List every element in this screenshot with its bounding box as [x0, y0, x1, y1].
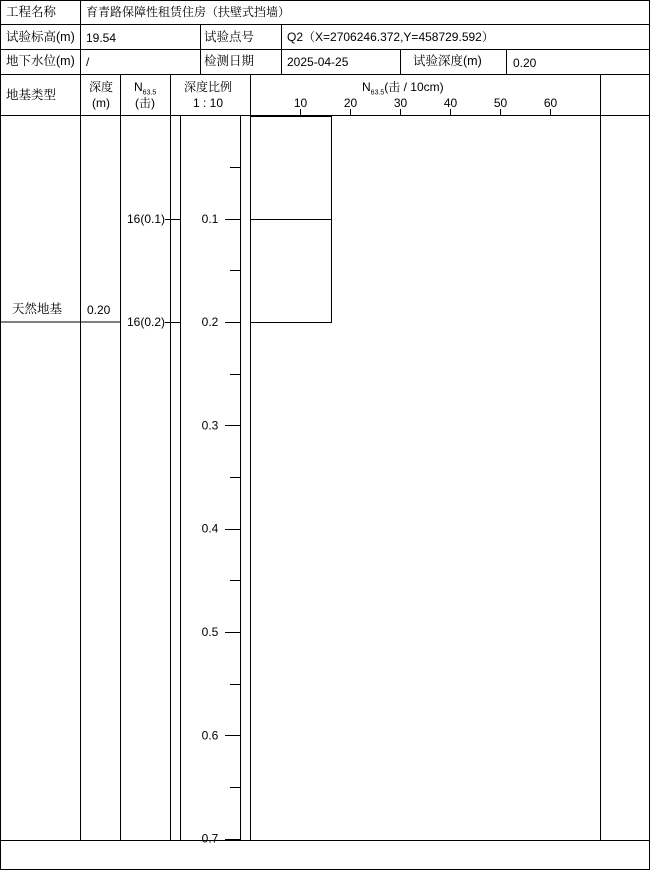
- depth-tick-label: 0.6: [201, 728, 219, 743]
- penetration-bar: [251, 220, 332, 323]
- x-tick-label: 20: [343, 96, 358, 110]
- depth-tick-label: 0.1: [201, 211, 219, 226]
- penetration-bar: [251, 117, 332, 220]
- depth-scale-header: 深度比例: [183, 80, 233, 94]
- depth-tick-label: 0.2: [201, 315, 219, 330]
- test-elevation-value: 19.54: [86, 31, 117, 45]
- project-name-value: 育青路保障性租赁住房（扶壁式挡墙）: [86, 5, 291, 19]
- test-depth-value: 0.20: [513, 56, 537, 70]
- test-depth-label: 试验深度(m): [413, 54, 482, 68]
- test-point-value: Q2（X=2706246.372,Y=458729.592）: [287, 30, 494, 44]
- n-subscript: 63.5: [142, 89, 157, 97]
- layer-bottom-depth: 0.20: [87, 303, 111, 317]
- x-tick-label: 30: [393, 96, 408, 110]
- blow-count-1: 16(0.1): [127, 212, 166, 226]
- depth-unit-header: (m): [92, 96, 110, 110]
- chart-title: [362, 80, 444, 100]
- depth-header: 深度: [88, 80, 114, 94]
- chart-title-subscript: 63.5: [370, 89, 385, 97]
- test-date-label: 检测日期: [204, 54, 255, 68]
- test-elevation-label: 试验标高(m): [6, 30, 75, 44]
- depth-scale-ratio: 1 : 10: [192, 96, 224, 110]
- layer-name: 天然地基: [12, 302, 63, 316]
- x-tick-label: 40: [443, 96, 458, 110]
- chart-title-unit: (击 / 10cm): [384, 80, 444, 94]
- blow-count-unit: (击): [135, 96, 155, 110]
- depth-tick-label: 0.4: [201, 521, 219, 536]
- x-tick-label: 10: [293, 96, 308, 110]
- test-date-value: 2025-04-25: [287, 55, 349, 69]
- depth-tick-label: 0.5: [201, 625, 219, 639]
- x-tick-label: 50: [493, 96, 508, 110]
- depth-tick-label: 0.3: [201, 418, 219, 433]
- test-point-label: 试验点号: [204, 30, 255, 44]
- depth-tick-label: 0.7: [201, 831, 219, 846]
- groundwater-value: /: [86, 55, 90, 69]
- n-symbol: N: [134, 80, 143, 94]
- outer-border: [1, 1, 650, 870]
- blow-count-2: 16(0.2): [127, 315, 166, 329]
- x-tick-label: 60: [543, 96, 558, 110]
- project-name-label: 工程名称: [6, 5, 57, 19]
- chart-title-symbol: N: [362, 80, 371, 94]
- foundation-type-header: 地基类型: [6, 88, 57, 102]
- groundwater-label: 地下水位(m): [6, 54, 75, 68]
